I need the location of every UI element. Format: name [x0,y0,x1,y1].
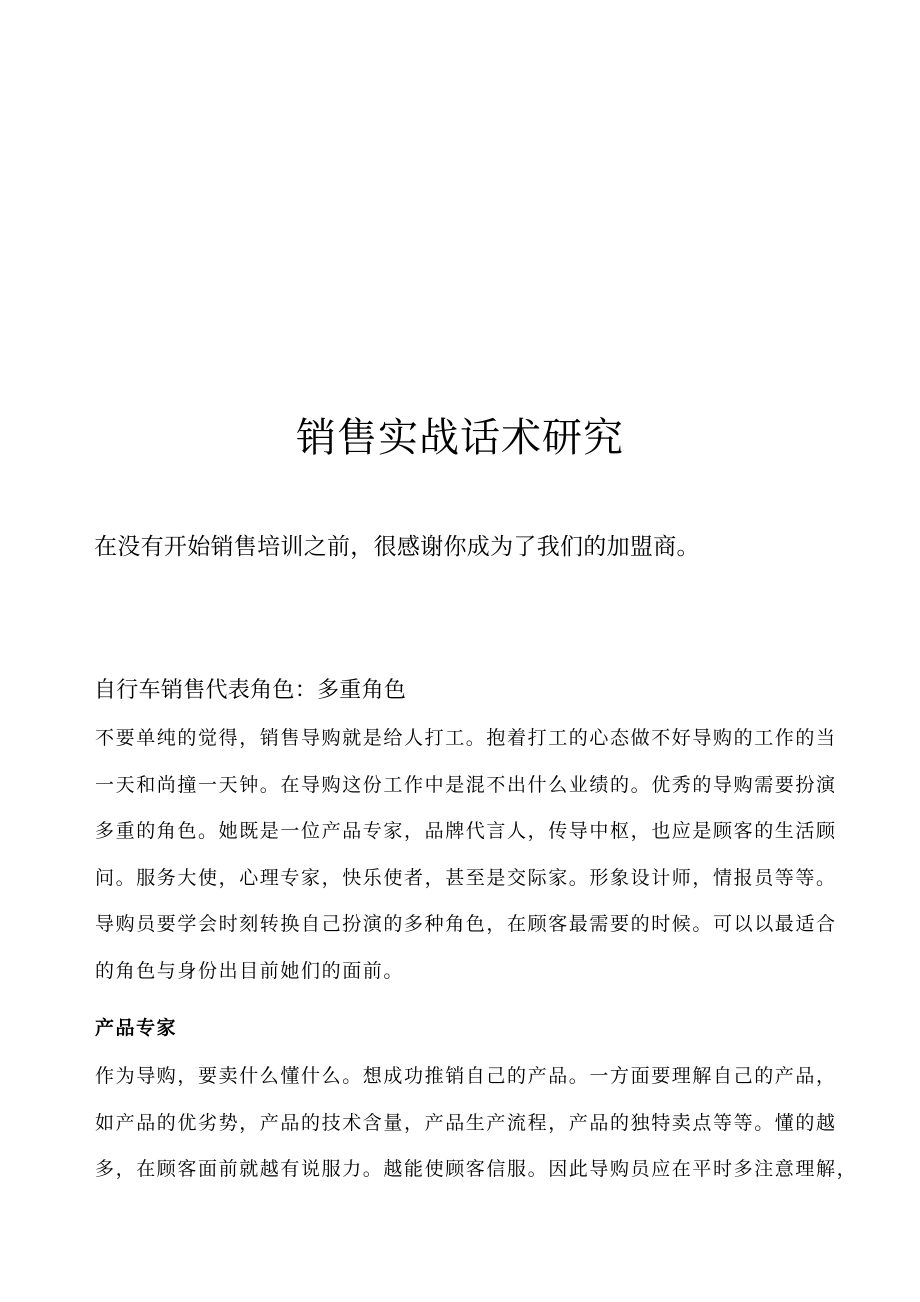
roles-paragraph [95,715,875,995]
paragraph-line: 导购员要学会时刻转换自己扮演的多种角色，在顾客最需要的时候。可以以最适合 [95,913,837,936]
paragraph-line: 作为导购，要卖什么懂什么。想成功推销自己的产品。一方面要理解自己的产品， [95,1065,837,1087]
section-heading-roles: 自行车销售代表角色：多重角色 [94,678,407,703]
paragraph-line: 一天和尚撞一天钟。在导购这份工作中是混不出什么业绩的。优秀的导购需要扮演 [95,773,837,796]
intro-paragraph: 在没有开始销售培训之前，很感谢你成为了我们的加盟商。 [94,534,700,560]
paragraph-line: 不要单纯的觉得，销售导购就是给人打工。抱着打工的心态做不好导购的工作的当 [95,727,837,749]
subheading-product-expert: 产品专家 [95,1017,178,1039]
paragraph-line: 问。服务大使，心理专家，快乐使者，甚至是交际家。形象设计师，情报员等等。 [95,866,837,889]
product-expert-paragraph [95,1053,875,1193]
document-title: 销售实战话术研究 [296,415,624,461]
paragraph-line: 多，在顾客面前就越有说服力。越能使顾客信服。因此导购员应在平时多注意理解， [95,1158,858,1181]
paragraph-line: 如产品的优劣势，产品的技术含量，产品生产流程，产品的独特卖点等等。懂的越 [95,1111,837,1134]
paragraph-line: 多重的角色。她既是一位产品专家，品牌代言人，传导中枢，也应是顾客的生活顾 [95,820,837,843]
paragraph-line: 的角色与身份出目前她们的面前。 [95,959,405,982]
